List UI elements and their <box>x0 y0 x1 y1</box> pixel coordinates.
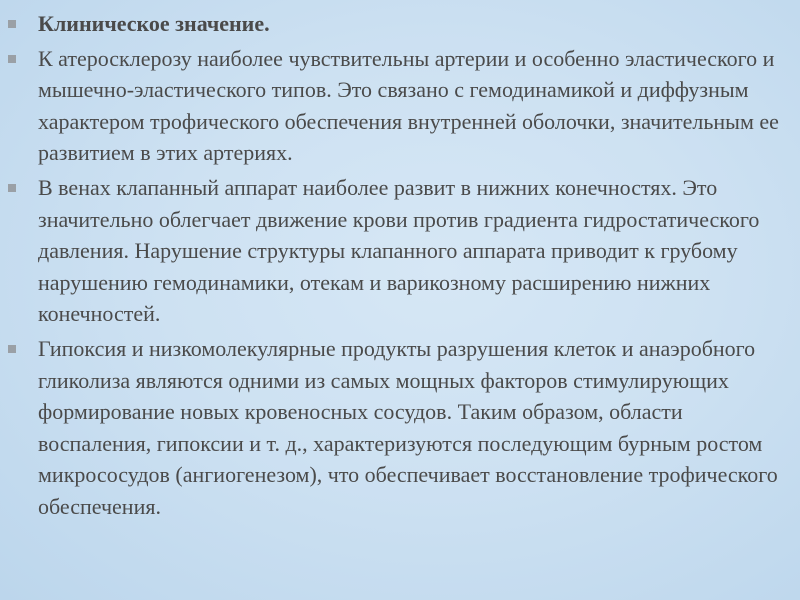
square-bullet-icon <box>8 20 16 28</box>
paragraph-arteries: К атеросклерозу наиболее чувствительны артерии и особенно эластического и мышечно-эластического типов. Это связано с гемодинамикой и диффузным характером трофического обеспечения внутренней оболочки, значительным ее развитием в этих артериях. <box>38 45 779 166</box>
square-bullet-icon <box>8 345 16 353</box>
bullet-item-heading <box>38 8 786 40</box>
bullet-item-veins <box>38 172 786 330</box>
bullet-list <box>38 8 786 526</box>
square-bullet-icon <box>8 184 16 192</box>
square-bullet-icon <box>8 55 16 63</box>
bullet-item-arteries <box>38 43 786 169</box>
paragraph-veins: В венах клапанный аппарат наиболее развит в нижних конечностях. Это значительно облегчает движение крови против градиента гидростатического давления. Нарушение структуры клапанного аппарата приводит к грубому нарушению гемодинамики, отекам и варикозному расширению нижних конечностей. <box>38 174 760 327</box>
bullet-item-hypoxia <box>38 333 786 523</box>
slide-heading: Клиническое значение. <box>38 11 270 36</box>
paragraph-hypoxia: Гипоксия и низкомолекулярные продукты разрушения клеток и анаэробного гликолиза являются одними из самых мощных факторов стимулирующих формирование новых кровеносных сосудов. Таким образом, области воспаления, гипоксии и т. д., характеризуются последующим бурным ростом микрососудов (ангиогенезом), что обеспечивает восстановление трофического обеспечения. <box>38 335 778 519</box>
